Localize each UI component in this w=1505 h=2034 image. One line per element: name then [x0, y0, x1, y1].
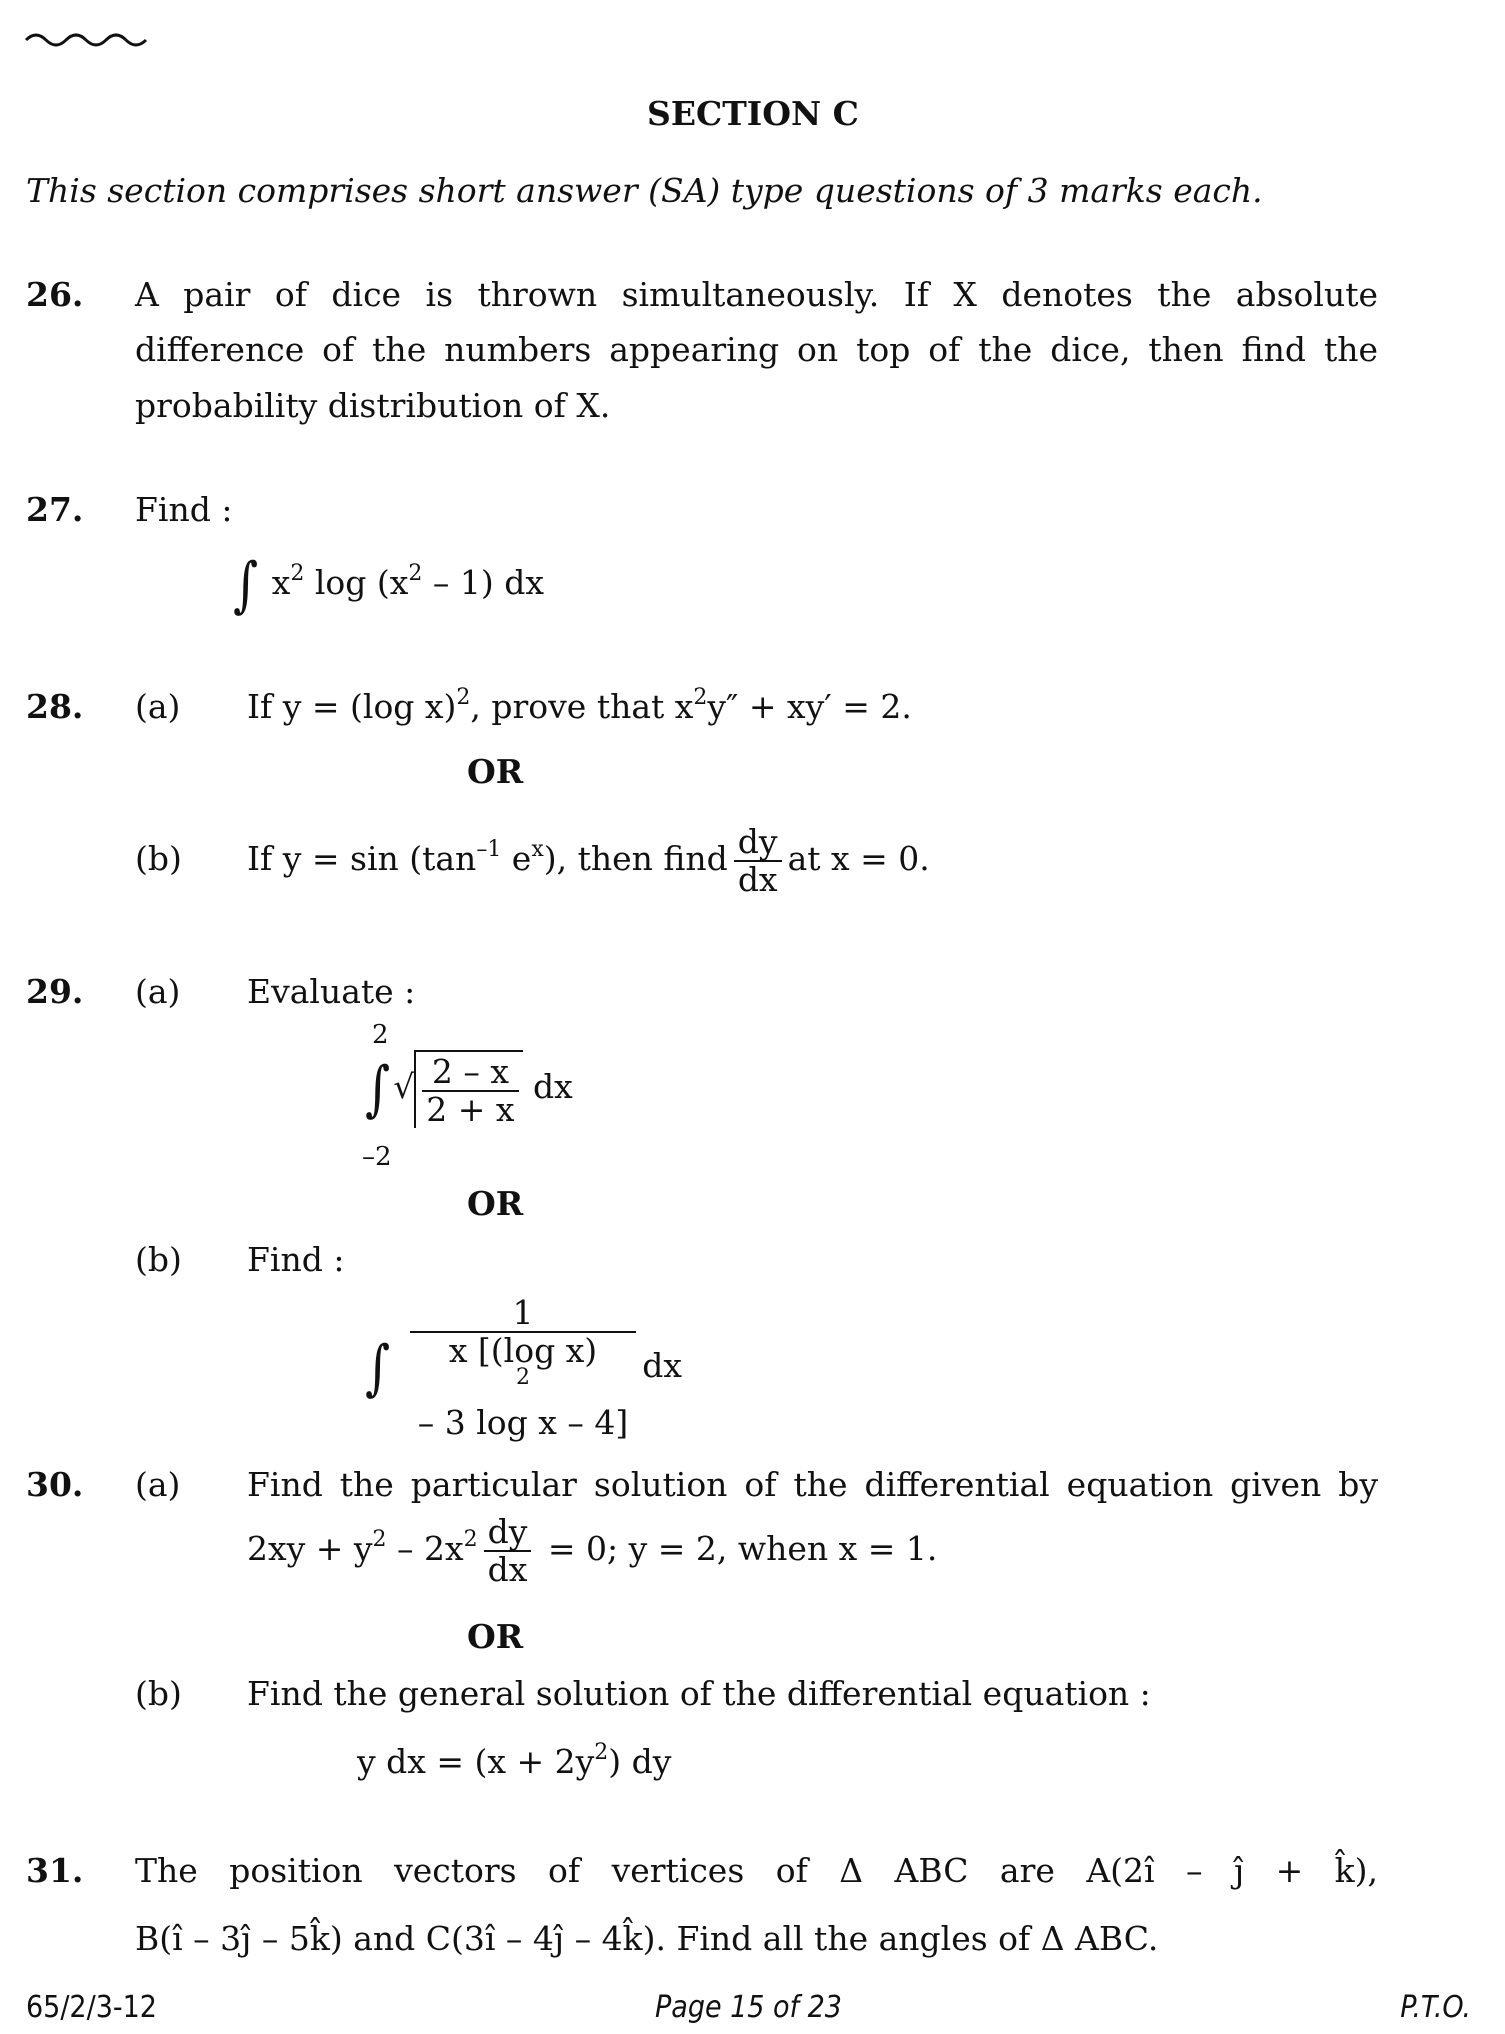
- part-label: (b): [135, 839, 182, 878]
- part-label: (b): [135, 1674, 182, 1713]
- paper-code: 65/2/3-12: [26, 1990, 157, 2025]
- q26-line: difference of the numbers appearing on top of the dice, then find the: [135, 330, 1378, 369]
- part-label: (a): [135, 687, 181, 726]
- or-label: OR: [467, 1617, 524, 1656]
- q30b-text: Find the general solution of the differential equation :: [247, 1674, 1151, 1713]
- upper-limit: 2: [372, 1020, 389, 1050]
- q27-label: Find :: [135, 490, 233, 529]
- section-description: This section comprises short answer (SA) type questions of 3 marks each.: [26, 171, 1263, 210]
- page-number: Page 15 of 23: [655, 1990, 842, 2025]
- q31-line: B(î – 3ĵ – 5k̂) and C(3î – 4ĵ – 4k̂). Find all the angles of Δ ABC.: [135, 1919, 1159, 1958]
- question-number: 28.: [26, 687, 84, 726]
- question-number: 26.: [26, 275, 84, 314]
- lower-limit: –2: [362, 1142, 392, 1172]
- q29a-label: Evaluate :: [247, 972, 416, 1011]
- q31-line: The position vectors of vertices of Δ ABC are A(2î – ĵ + k̂),: [135, 1851, 1379, 1890]
- q29a-integral: ∫√ $\frac{2 - x}{2 + x}$ dx: [365, 1052, 573, 1129]
- q30b-equation: y dx = $(x + 2y^2)$ dy: [357, 1740, 672, 1781]
- q28a-text: If y = (log x)$^2$, prove that $x^2y'' + xy' = 2$.: [247, 685, 912, 726]
- q30a-equation: $2xy + y^2 - 2x^2$ $\frac{dy}{dx}$ = 0; y = 2, when x = 1.: [247, 1512, 938, 1589]
- q27-integral: ∫ $x^2$ $\log (x^2 - 1)$ dx: [233, 550, 544, 620]
- squiggle-mark: [24, 30, 154, 50]
- q28b-text: If $y = \sin (\tan^{-1}$ $e^x$), then find $\frac{dy}{dx}$ at x = 0.: [247, 822, 930, 899]
- part-label: (a): [135, 972, 181, 1011]
- part-label: (b): [135, 1240, 182, 1279]
- q26-line: A pair of dice is thrown simultaneously. If X denotes the absolute: [135, 275, 1378, 314]
- q29b-integral: ∫ 1 x [(log x) $^2$ – 3 log x – 4] dx: [365, 1293, 682, 1442]
- section-title: SECTION C: [647, 94, 859, 133]
- q30a-text: Find the particular solution of the differential equation given by: [247, 1465, 1378, 1504]
- q29b-label: Find :: [247, 1240, 345, 1279]
- or-label: OR: [467, 752, 524, 791]
- question-number: 29.: [26, 972, 84, 1011]
- question-number: 31.: [26, 1851, 84, 1890]
- question-number: 27.: [26, 490, 84, 529]
- or-label: OR: [467, 1184, 524, 1223]
- question-number: 30.: [26, 1465, 84, 1504]
- pto-label: P.T.O.: [1400, 1990, 1471, 2025]
- q26-line: probability distribution of X.: [135, 386, 611, 425]
- part-label: (a): [135, 1465, 181, 1504]
